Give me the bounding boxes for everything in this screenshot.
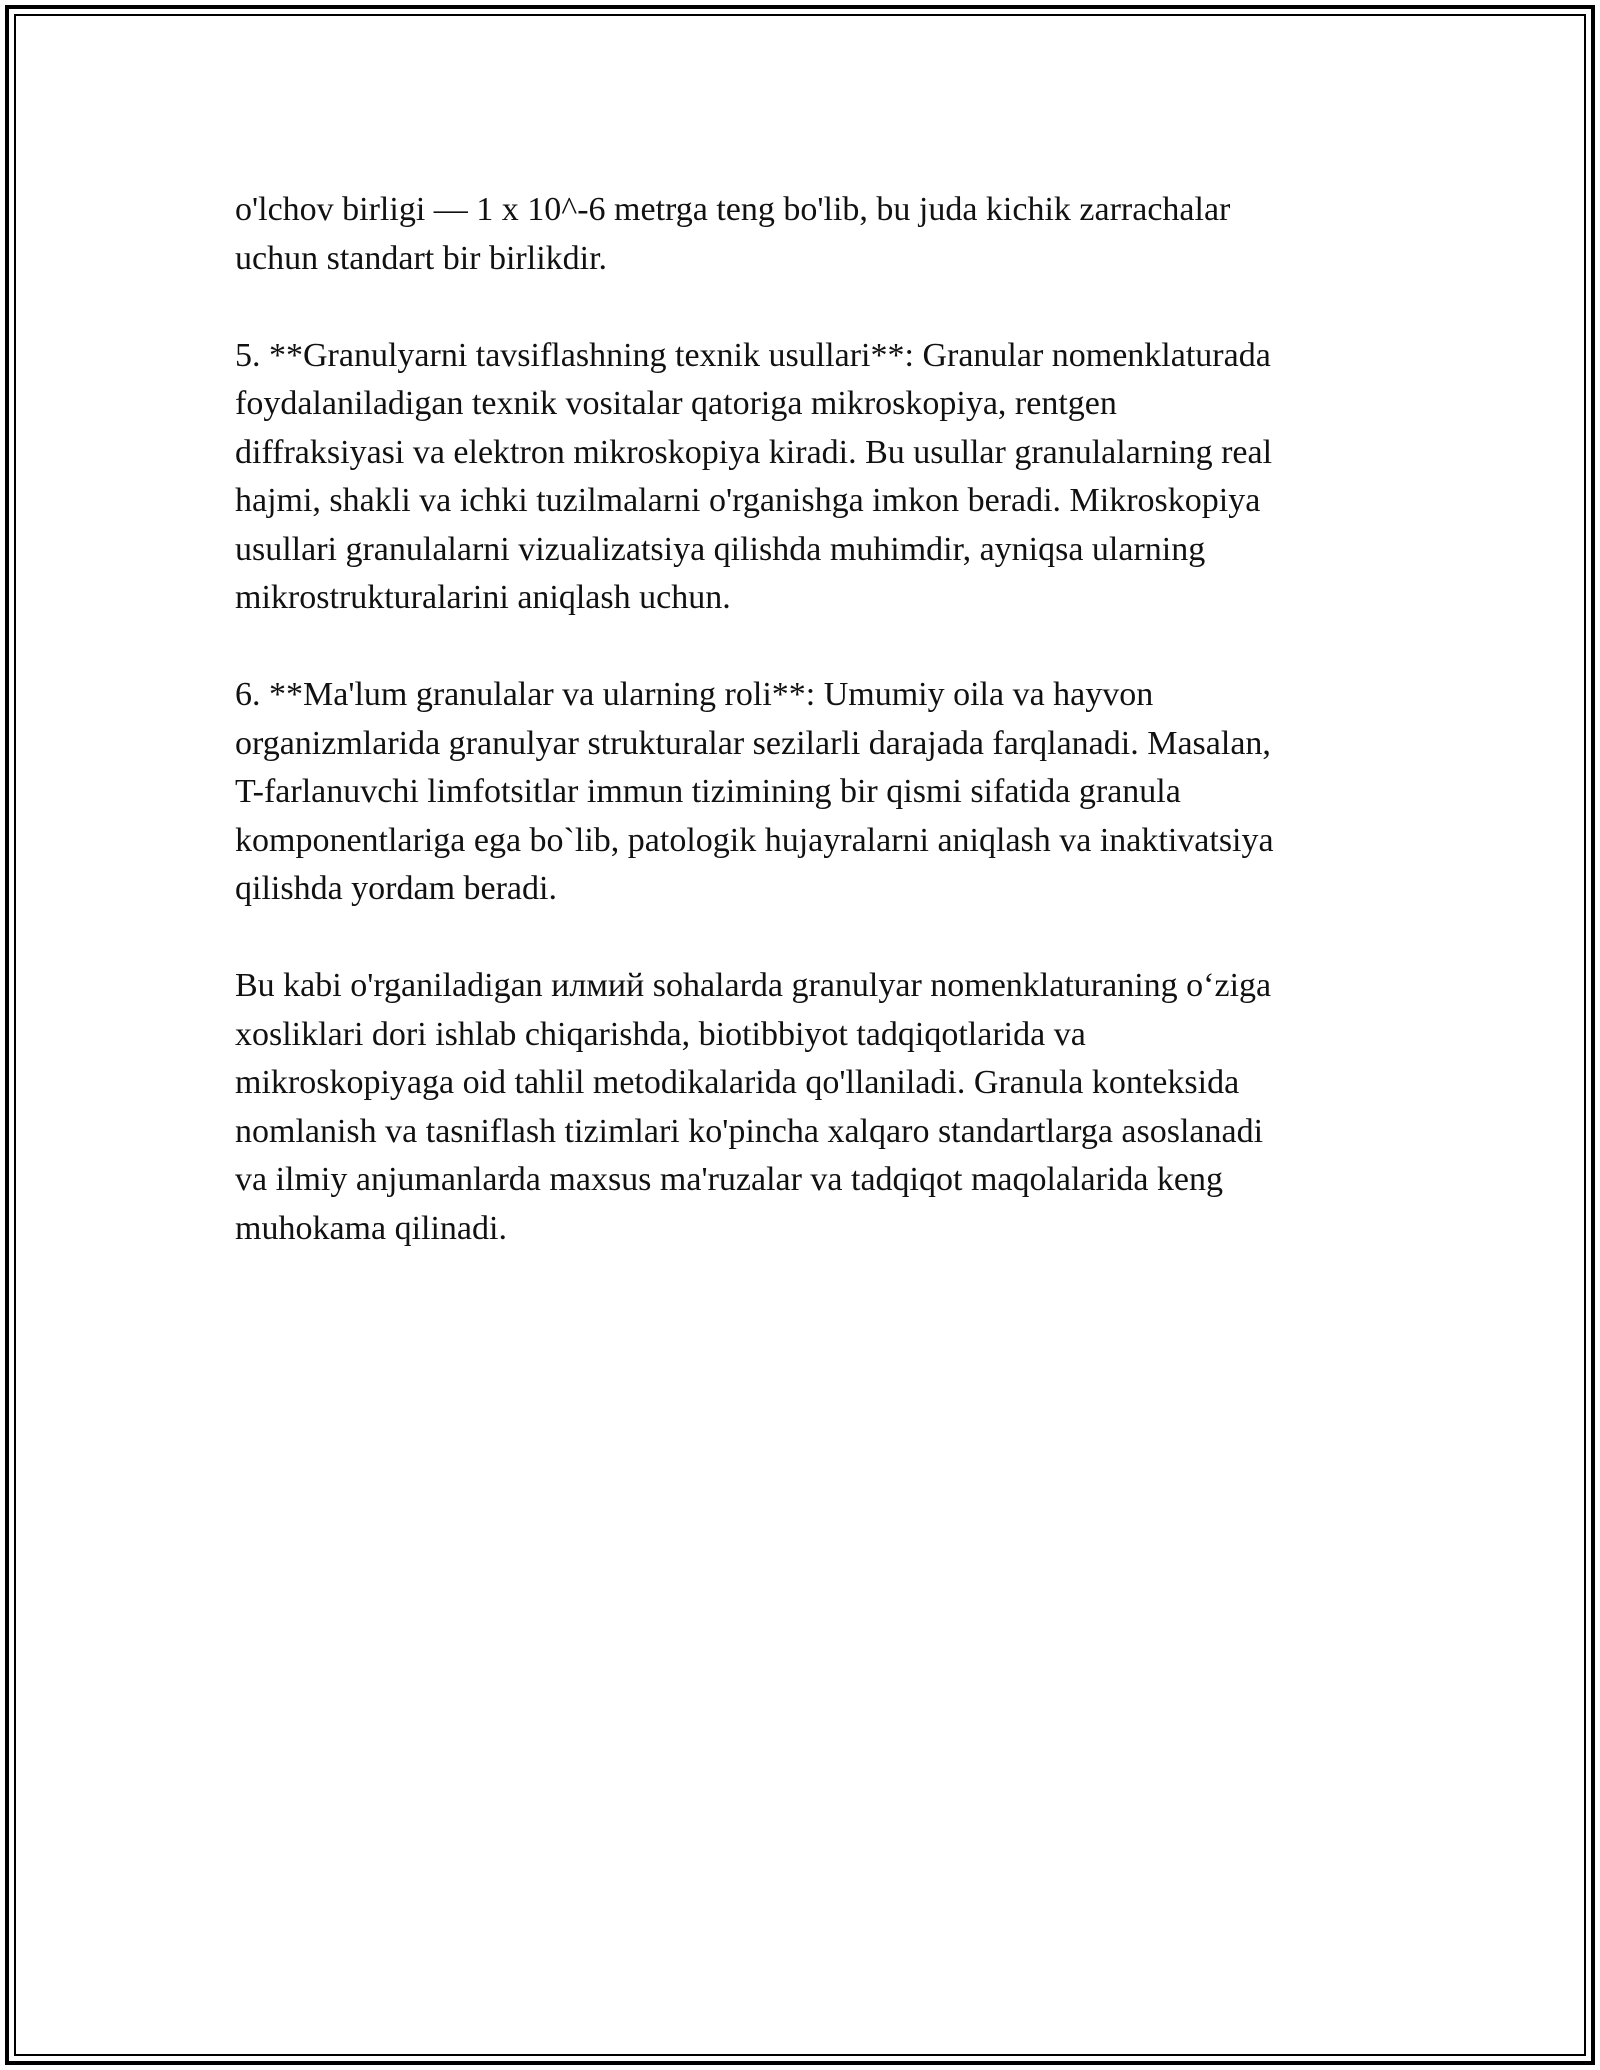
text-line: va ilmiy anjumanlarda maxsus ma'ruzalar va tadqiqot maqolalarida keng bbox=[235, 1161, 1224, 1198]
text-line: mikroskopiyaga oid tahlil metodikalarida qo'llaniladi. Granula konteksida bbox=[235, 1064, 1240, 1101]
text-line: xosliklari dori ishlab chiqarishda, biotibbiyot tadqiqotlarida va bbox=[235, 1015, 1086, 1053]
text-line: qilishda yordam beradi. bbox=[235, 870, 557, 907]
text-line: diffraksiyasi va elektron mikroskopiya kiradi. Bu usullar granulalarning real bbox=[235, 433, 1273, 471]
text-line: hajmi, shakli va ichki tuzilmalarni o'rganishga imkon beradi. Mikroskopiya bbox=[235, 482, 1261, 519]
paragraph-conclusion bbox=[235, 962, 1365, 1253]
text-line: o'lchov birligi — 1 x 10^-6 metrga teng bo'lib, bu juda kichik zarrachalar bbox=[235, 191, 1231, 228]
text-line: usullari granulalarni vizualizatsiya qilishda muhimdir, ayniqsa ularning bbox=[235, 530, 1206, 568]
text-line: 6. **Ma'lum granulalar va ularning roli**: Umumiy oila va hayvon bbox=[235, 676, 1154, 713]
text-line: 5. **Granulyarni tavsiflashning texnik usullari**: Granular nomenklaturada bbox=[235, 336, 1271, 374]
text-line: organizmlarida granulyar strukturalar sezilarli darajada farqlanadi. Masalan, bbox=[235, 724, 1271, 762]
paragraph-known-granules bbox=[235, 671, 1365, 914]
paragraph-unit-definition bbox=[235, 186, 1365, 283]
text-line: foydalaniladigan texnik vositalar qatoriga mikroskopiya, rentgen bbox=[235, 385, 1117, 422]
text-line: mikrostrukturalarini aniqlash uchun. bbox=[235, 579, 731, 616]
text-line: muhokama qilinadi. bbox=[235, 1209, 507, 1247]
paragraph-technical-methods bbox=[235, 332, 1365, 623]
text-line: komponentlariga ega bo`lib, patologik hujayralarni aniqlash va inaktivatsiya bbox=[235, 821, 1274, 859]
text-line: Bu kabi o'rganiladigan илмий sohalarda granulyar nomenklaturaning o‘ziga bbox=[235, 967, 1272, 1004]
document-body bbox=[235, 186, 1365, 1302]
text-line: T-farlanuvchi limfotsitlar immun tizimining bir qismi sifatida granula bbox=[235, 773, 1181, 810]
text-line: nomlanish va tasniflash tizimlari ko'pincha xalqaro standartlarga asoslanadi bbox=[235, 1112, 1264, 1150]
text-line: uchun standart bir birlikdir. bbox=[235, 239, 608, 277]
